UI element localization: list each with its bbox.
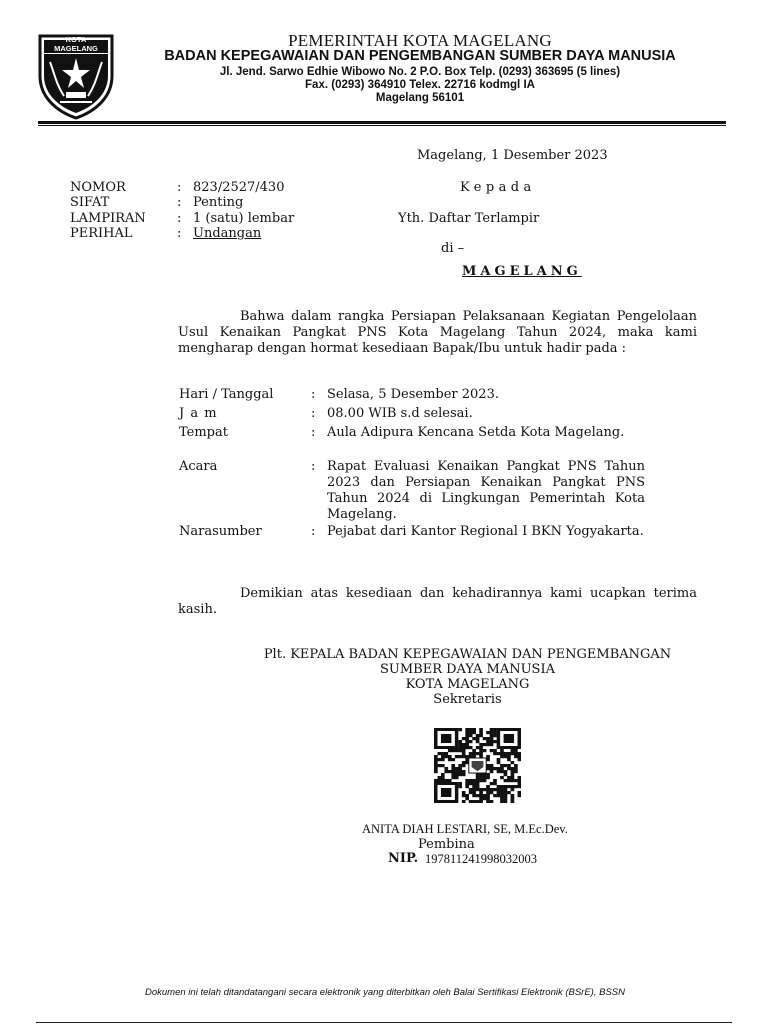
logo-text: KOTA MAGELANG [54, 35, 98, 53]
detail-label-agenda: Acara [179, 459, 218, 474]
detail-value-date: Selasa, 5 Desember 2023. [327, 387, 499, 402]
recipient-kepada: Kepada [460, 180, 536, 195]
meta-value-perihal: Undangan [193, 226, 262, 241]
meta-colon: : [177, 180, 182, 195]
detail-value-time: 08.00 WIB s.d selesai. [327, 406, 473, 421]
address-line-2: Fax. (0293) 364910 Telex. 22716 kodmgl IA [305, 79, 535, 91]
recipient-city: MAGELANG [462, 264, 582, 279]
meta-value-sifat: Penting [193, 195, 244, 210]
detail-label-place: Tempat [179, 425, 228, 440]
meta-label-nomor: NOMOR [70, 180, 126, 195]
signer-name: ANITA DIAH LESTARI, SE, M.Ec.Dev. [362, 822, 568, 836]
detail-value-agenda: Rapat Evaluasi Kenaikan Pangkat PNS Tahun 2023 dan Persiapan Kenaikan Pangkat PNS Tahun 2024 di Lingkungan Pemerintah Kota Magelang. [327, 459, 645, 522]
intro-paragraph: Bahwa dalam rangka Persiapan Pelaksanaan Kegiatan Pengelolaan Usul Kenaikan Pangkat PNS Kota Magelang Tahun 2024, maka kami mengharap dengan hormat kesediaan Bapak/Ibu untuk hadir pada : [178, 309, 697, 356]
detail-colon: : [311, 524, 316, 539]
detail-value-place: Aula Adipura Kencana Setda Kota Magelang. [327, 425, 625, 440]
signature-title-line-4: Sekretaris [433, 692, 502, 707]
detail-label-time: J a m [179, 406, 218, 421]
agency-name: BADAN KEPEGAWAIAN DAN PENGEMBANGAN SUMBER DAYA MANUSIA [164, 48, 676, 64]
signer-nip: 197811241998032003 [425, 852, 538, 866]
letterhead-rule-thin [38, 125, 726, 126]
signature-title-line-3: KOTA MAGELANG [405, 677, 530, 692]
detail-label-date: Hari / Tanggal [179, 387, 274, 402]
footer-rule [36, 1022, 732, 1023]
detail-colon: : [311, 425, 316, 440]
letter-date: Magelang, 1 Desember 2023 [417, 148, 608, 163]
meta-colon: : [177, 211, 182, 226]
meta-value-lampiran: 1 (satu) lembar [193, 211, 295, 226]
meta-label-lampiran: LAMPIRAN [70, 211, 146, 226]
electronic-signature-note: Dokumen ini telah ditandatangani secara elektronik yang diterbitkan oleh Balai Sertifikasi Elektronik (BSrE), BSSN [145, 987, 625, 998]
signature-title-line-2: SUMBER DAYA MANUSIA [380, 662, 555, 677]
closing-paragraph: Demikian atas kesediaan dan kehadirannya kami ucapkan terima kasih. [178, 586, 697, 617]
government-name: PEMERINTAH KOTA MAGELANG [288, 31, 552, 50]
detail-colon: : [311, 459, 316, 474]
signature-title-line-1: Plt. KEPALA BADAN KEPEGAWAIAN DAN PENGEMBANGAN [263, 647, 672, 662]
recipient-di: di – [441, 241, 465, 256]
recipient-yth: Yth. Daftar Terlampir [398, 211, 540, 226]
detail-label-speaker: Narasumber [179, 524, 262, 539]
address-line-3: Magelang 56101 [375, 92, 465, 104]
signer-nip-label: NIP. [388, 851, 419, 866]
meta-label-perihal: PERIHAL [70, 226, 133, 241]
detail-value-speaker: Pejabat dari Kantor Regional I BKN Yogyakarta. [327, 524, 644, 539]
address-line-1: Jl. Jend. Sarwo Edhie Wibowo No. 2 P.O. Box Telp. (0293) 363695 (5 lines) [219, 66, 621, 78]
detail-colon: : [311, 406, 316, 421]
meta-value-nomor: 823/2527/430 [193, 180, 285, 195]
meta-colon: : [177, 226, 182, 241]
signer-rank: Pembina [418, 837, 475, 852]
letterhead-rule-thick [38, 121, 726, 124]
meta-colon: : [177, 195, 182, 210]
qr-code-signature [434, 728, 521, 803]
detail-colon: : [311, 387, 316, 402]
meta-label-sifat: SIFAT [70, 195, 110, 210]
